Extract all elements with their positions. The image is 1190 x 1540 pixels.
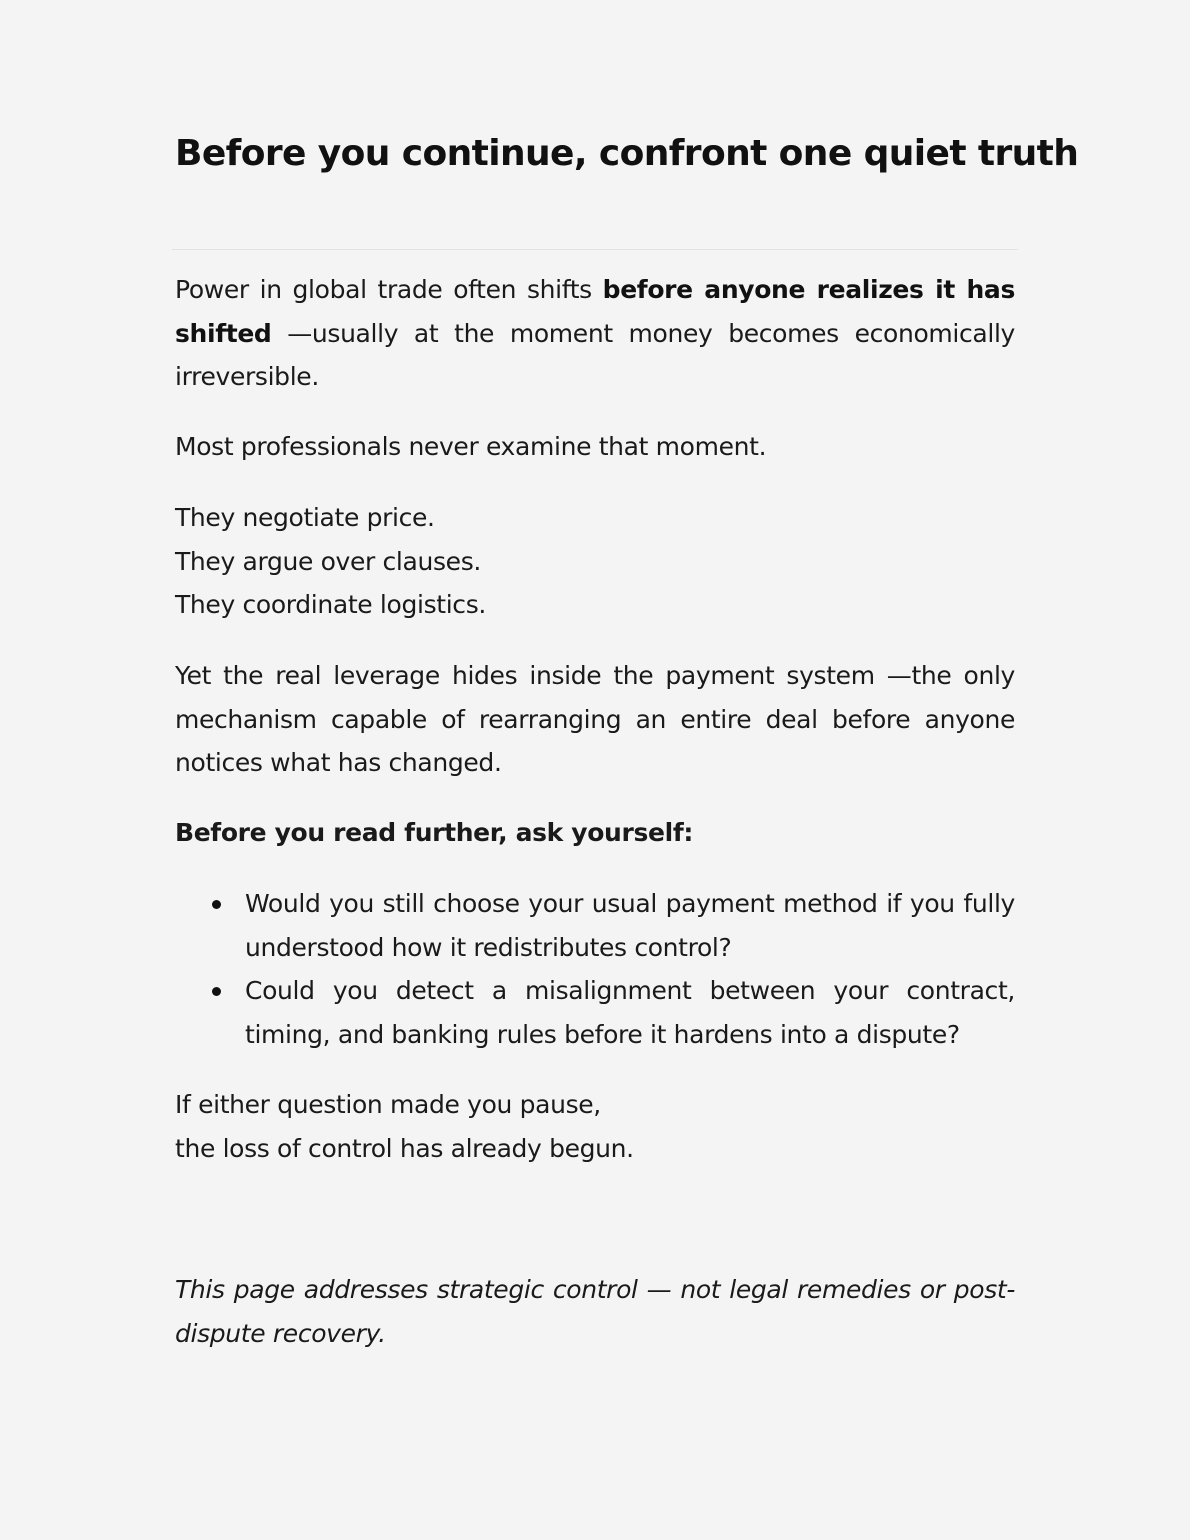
bullet-icon bbox=[212, 987, 221, 996]
action-line: They coordinate logistics. bbox=[175, 590, 486, 619]
leverage-paragraph: Yet the real leverage hides inside the payment system —the only mechanism capable of rearranging an entire deal before anyone notices what has changed. bbox=[175, 661, 1015, 777]
action-line: They argue over clauses. bbox=[175, 546, 481, 576]
intro-text-before: Power in global trade often shifts bbox=[175, 275, 603, 304]
action-line: They negotiate price. bbox=[175, 503, 435, 532]
conclusion-paragraph bbox=[175, 1083, 1015, 1170]
statement-paragraph: Most professionals never examine that moment. bbox=[175, 432, 767, 461]
question-text: Would you still choose your usual payment method if you fully understood how it redistributes control? bbox=[245, 889, 1015, 962]
title-divider bbox=[172, 249, 1018, 250]
prompt-heading: Before you read further, ask yourself: bbox=[175, 818, 693, 847]
page-title: Before you continue, confront one quiet truth bbox=[175, 133, 1079, 174]
question-item bbox=[175, 882, 1015, 969]
conclusion-line: the loss of control has already begun. bbox=[175, 1133, 634, 1163]
intro-text-after: —usually at the moment money becomes economically irreversible. bbox=[175, 318, 1015, 391]
intro-paragraph bbox=[175, 268, 1015, 399]
actions-paragraph bbox=[175, 496, 1015, 627]
question-item bbox=[175, 969, 1015, 1056]
intro-emphasis: before anyone realizes it has shifted bbox=[175, 275, 1015, 348]
conclusion-line: If either question made you pause, bbox=[175, 1090, 601, 1119]
question-text: Could you detect a misalignment between your contract, timing, and banking rules before it hardens into a dispute? bbox=[245, 976, 1015, 1049]
disclaimer-note: This page addresses strategic control — not legal remedies or post-dispute recovery. bbox=[175, 1275, 1015, 1348]
bullet-icon bbox=[212, 900, 221, 909]
question-list bbox=[175, 882, 1015, 1056]
